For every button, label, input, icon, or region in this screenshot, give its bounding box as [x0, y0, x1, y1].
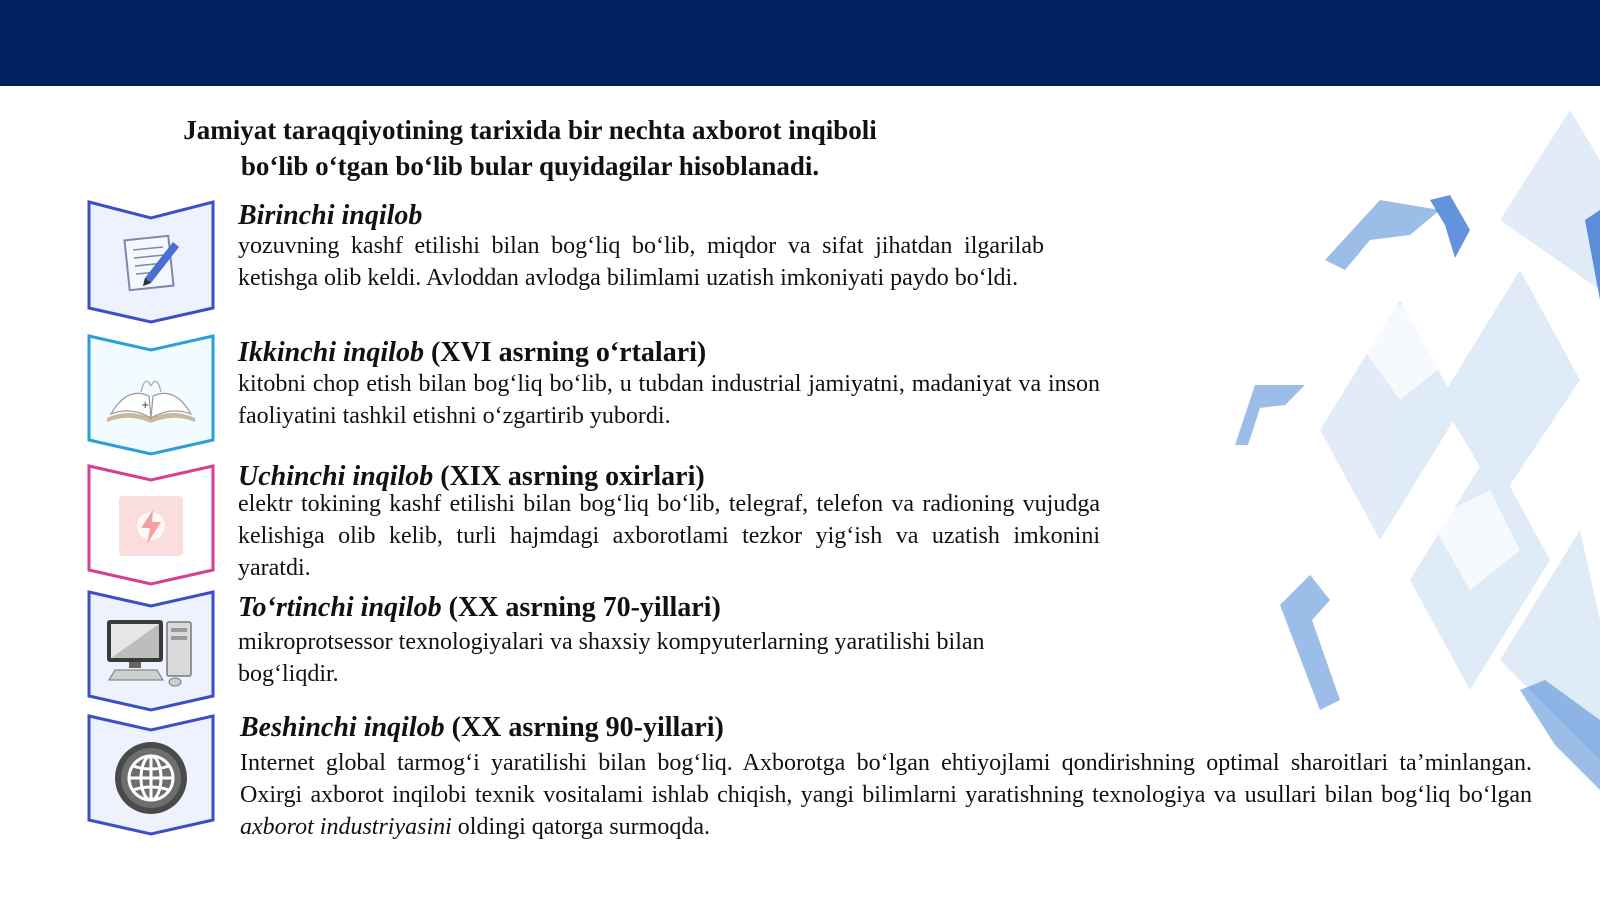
revolution-5-badge	[87, 714, 215, 838]
intro-line-2: bo‘lib o‘tgan bo‘lib bular quyidagilar hisoblanadi.	[240, 151, 820, 181]
hexagon-decoration	[1200, 100, 1600, 820]
revolution-5-period: (XX asrning 90-yillari)	[451, 712, 724, 743]
revolution-5-name: Beshinchi inqilob	[240, 712, 445, 743]
revolution-5-text-start: Internet global tarmog‘i yaratilishi bilan bog‘liq. Axborotga bo‘lgan ehtiyojlami qondirishning optimal sharoitlari ta’minlangan. Oxirgi axborot inqilobi texnik vositalami ishlab chiqish, yangi bilimlarni yaratishning texnologiya va usullari bilan bog‘liq bo‘lgan	[240, 750, 1532, 808]
revolution-2-title	[238, 337, 706, 369]
desktop-computer-icon	[101, 612, 201, 692]
revolution-1-badge	[87, 200, 215, 324]
revolution-2-badge	[87, 334, 215, 458]
globe-icon	[101, 736, 201, 816]
revolution-5-text-emphasis: axborot industriyasini	[240, 814, 452, 840]
electricity-icon	[101, 486, 201, 566]
revolution-2-text: kitobni chop etish bilan bog‘liq bo‘lib, u tubdan industrial jamiyatni, madaniyat va inson faoliyatini tashkil etishni o‘zgartirib yubordi.	[238, 371, 1100, 429]
revolution-5-text	[240, 747, 1532, 843]
intro-text	[100, 112, 960, 184]
intro-line-1: Jamiyat taraqqiyotining tarixida bir nechta axborot inqiboli	[183, 115, 877, 145]
revolution-1-text: yozuvning kashf etilishi bilan bog‘liq bo‘lib, miqdor va sifat jihatdan ilgarilab ketishga olib keldi. Avloddan avlodga bilimlami uzatish imkoniyati paydo bo‘ldi.	[238, 233, 1044, 291]
revolution-1-title	[238, 200, 422, 232]
revolution-3-badge	[87, 464, 215, 588]
svg-text:+: +	[141, 400, 150, 411]
header-bar	[0, 0, 1600, 86]
revolution-3-text: elektr tokining kashf etilishi bilan bog‘liq bo‘lib, telegraf, telefon va radioning vujudga kelishiga olib kelib, turli hajmdagi axborotlami tezkor yig‘ish va uzatish imkonini yaratdi.	[238, 491, 1100, 581]
revolution-4-title	[238, 592, 721, 624]
revolution-4-period: (XX asrning 70-yillari)	[448, 592, 721, 623]
open-book-icon	[101, 356, 201, 436]
notepad-pencil-icon	[101, 222, 201, 302]
revolution-2-name: Ikkinchi inqilob	[238, 337, 424, 368]
revolution-4-badge	[87, 590, 215, 714]
revolution-1-name: Birinchi inqilob	[238, 200, 423, 231]
revolution-4-text: mikroprotsessor texnologiyalari va shaxsiy kompyuterlarning yaratilishi bilan bog‘liqdir.	[238, 629, 985, 687]
revolution-2-period: (XVI asrning o‘rtalari)	[430, 337, 707, 368]
revolution-3-name: Uchinchi inqilob	[238, 461, 434, 492]
revolution-4-name: To‘rtinchi inqilob	[238, 592, 442, 623]
revolution-3-period: (XIX asrning oxirlari)	[440, 461, 705, 492]
revolution-5-text-end: oldingi qatorga surmoqda.	[451, 814, 710, 840]
revolution-5-title	[240, 712, 724, 744]
